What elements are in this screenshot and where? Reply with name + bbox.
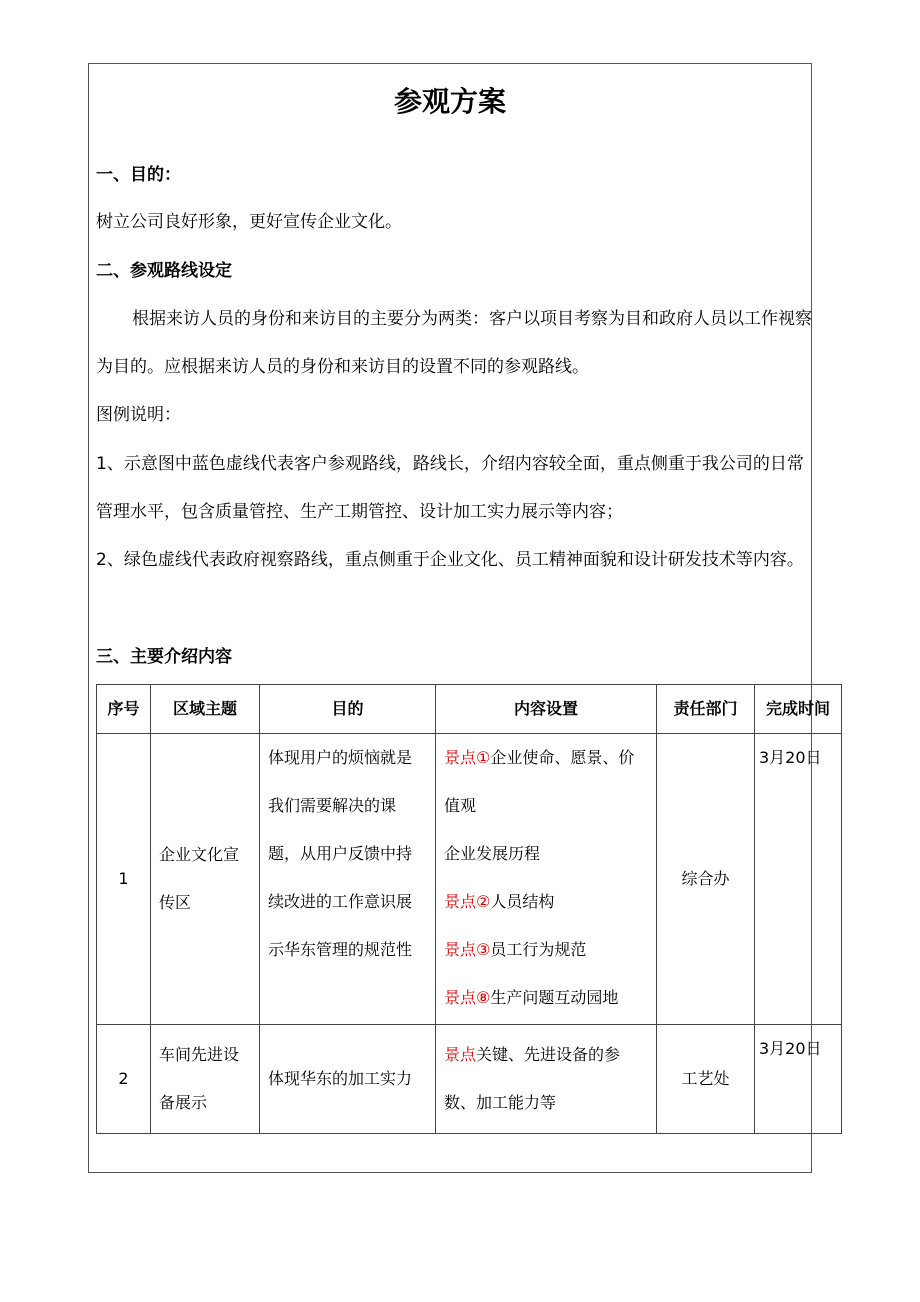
row-number: 1	[97, 734, 151, 1025]
content-cell	[436, 1025, 657, 1134]
content-item	[444, 974, 648, 1022]
row-number: 2	[97, 1025, 151, 1134]
table-header-row	[97, 685, 842, 734]
content-cell	[436, 734, 657, 1025]
section-heading-purpose: 一、目的：	[96, 165, 181, 185]
content-item	[444, 734, 648, 830]
content-text: 关键、先进设备的参数、加工能力等	[444, 1045, 621, 1112]
content-item	[444, 1045, 620, 1112]
section-heading-route: 二、参观路线设定	[96, 261, 232, 281]
paragraph: 根据来访人员的身份和来访目的主要分为两类：客户以项目考察为目和政府人员以工作视察为目的。应根据来访人员的身份和来访目的设置不同的参观路线。	[96, 309, 812, 377]
content-item	[444, 878, 648, 926]
paragraph: 图例说明：	[96, 405, 181, 425]
area-cell: 企业文化宣传区	[151, 734, 260, 1025]
content-text: 生产问题互动园地	[490, 988, 619, 1007]
spot-label: 景点	[444, 1045, 477, 1064]
spot-label: 景点②	[444, 892, 491, 911]
header-cell: 内容设置	[436, 685, 657, 734]
department-cell: 工艺处	[657, 1025, 755, 1134]
content-text: 企业使命、愿景、价值观	[444, 748, 635, 815]
spot-label: 景点③	[444, 940, 491, 959]
date-cell: 3月20日	[755, 1025, 842, 1134]
header-cell: 目的	[260, 685, 436, 734]
purpose-cell: 体现用户的烦恼就是我们需要解决的课题，从用户反馈中持续改进的工作意识展示华东管理的规范性	[260, 734, 436, 1025]
department-cell: 综合办	[657, 734, 755, 1025]
date-cell: 3月20日	[755, 734, 842, 1025]
header-cell: 责任部门	[657, 685, 755, 734]
table-row	[97, 1025, 842, 1134]
table-row	[97, 734, 842, 1025]
content-item	[444, 830, 648, 878]
document-title: 参观方案	[393, 85, 506, 118]
content-text: 企业发展历程	[444, 844, 541, 863]
content-text: 员工行为规范	[490, 940, 587, 959]
header-cell: 完成时间	[755, 685, 842, 734]
section-heading-content: 三、主要介绍内容	[96, 647, 232, 667]
paragraph: 2、绿色虚线代表政府视察路线，重点侧重于企业文化、员工精神面貌和设计研发技术等内容。	[96, 550, 804, 570]
spot-label: 景点⑧	[444, 988, 491, 1007]
content-text: 人员结构	[490, 892, 555, 911]
content-table	[96, 684, 842, 1134]
header-cell: 区域主题	[151, 685, 260, 734]
area-cell: 车间先进设备展示	[151, 1025, 260, 1134]
paragraph: 树立公司良好形象，更好宣传企业文化。	[96, 212, 402, 232]
spot-label: 景点①	[444, 748, 491, 767]
purpose-cell: 体现华东的加工实力	[260, 1025, 436, 1134]
content-item	[444, 926, 648, 974]
header-cell: 序号	[97, 685, 151, 734]
paragraph: 1、示意图中蓝色虚线代表客户参观路线，路线长，介绍内容较全面，重点侧重于我公司的日常管理水平，包含质量管控、生产工期管控、设计加工实力展示等内容；	[96, 454, 804, 522]
